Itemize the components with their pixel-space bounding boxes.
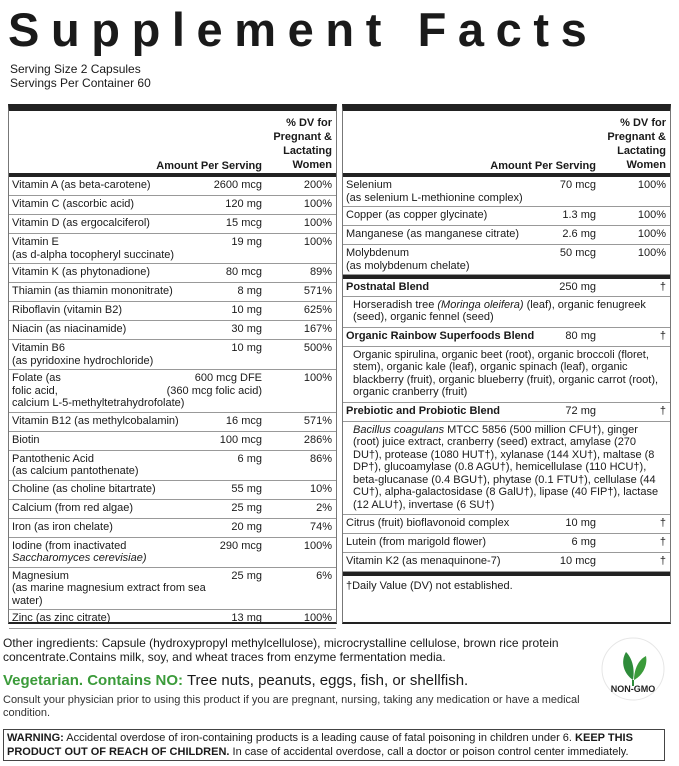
blend-ingredients [343,347,670,403]
left-rows [9,177,336,629]
daily-value-percent: 571% [303,285,332,297]
nutrient-row [343,534,670,553]
nutrient-name-detail: (as molybdenum chelate) [346,259,470,272]
amount-per-serving-heading: Amount Per Serving [156,160,262,172]
dv-heading-line: Pregnant & [607,131,666,143]
nutrient-name: Iron (as iron chelate) [12,520,113,533]
amount-value: 15 mcg [225,217,262,229]
daily-value-percent: 100% [637,179,666,191]
amount-value: 10 mg [565,517,596,529]
daily-value-percent: 571% [303,414,332,427]
amount-value: 80 mcg [225,266,262,278]
nutrient-name: Pantothenic Acid [12,452,94,465]
nutrient-name: Vitamin B12 (as methylcobalamin) [12,414,179,427]
daily-value-percent: 100% [303,217,332,229]
amount-value: 10 mg [231,342,262,354]
daily-value-percent: 286% [303,433,332,446]
blend-name: Organic Rainbow Superfoods Blend [346,329,535,342]
right-tail-rows [343,515,670,572]
serving-info [10,62,151,90]
daily-value-percent: 2% [316,501,332,514]
nutrient-row [9,177,336,196]
daily-value-percent: 100% [303,612,332,624]
blend-name: Postnatal Blend [346,281,430,293]
nutrient-name-detail: (as selenium L-methionine complex) [346,191,523,204]
nutrient-name: Vitamin A (as beta-carotene) [12,179,151,191]
nutrient-name: Magnesium [12,569,69,582]
nutrient-name: Thiamin (as thiamin mononitrate) [12,285,173,297]
amount-value: 30 mg [231,323,262,335]
amount-value: 25 mg [231,501,262,514]
amount-value: 25 mg [231,569,262,582]
nutrient-name: Riboflavin (vitamin B2) [12,304,123,316]
nutrient-name: Zinc (as zinc citrate) [12,612,111,624]
nutrient-row [9,538,336,568]
nutrient-name-detail: Saccharomyces cerevisiae) [12,552,147,564]
nutrient-name: Molybdenum [346,247,409,259]
daily-value-percent: 100% [303,198,332,210]
dv-heading-line: % DV for [620,117,666,129]
dv-heading-line: Lactating [283,145,332,157]
nutrient-row [9,370,336,413]
nutrient-row [9,340,336,370]
nutrient-row [9,196,336,215]
warning-label: WARNING: [7,732,64,744]
nutrient-row [343,226,670,245]
daily-value-percent: 500% [303,342,332,354]
nutrient-name: Niacin (as niacinamide) [12,323,127,335]
daily-value-percent: 200% [303,179,332,191]
amount-value: 600 mcg DFE [194,372,262,384]
daily-value-percent: 625% [303,304,332,316]
dv-heading-line: Pregnant & [273,131,332,143]
non-gmo-label: NON-GMO [610,684,656,694]
nutrient-row [343,245,670,275]
table-header-right [343,111,670,177]
nutrient-name: Vitamin C (ascorbic acid) [12,198,135,210]
blend-ingredients-text: Horseradish tree [353,298,438,311]
nutrient-name: Vitamin K2 (as menaquinone-7) [346,555,501,567]
vegetarian-statement [3,672,468,689]
daily-value-percent: 100% [637,228,666,240]
daily-value-percent: † [659,555,666,567]
nutrient-row [9,481,336,500]
daily-value-percent: † [659,281,666,293]
amount-value: 16 mcg [225,414,262,427]
amount-value: 100 mcg [219,433,262,446]
daily-value-percent: 74% [309,520,332,533]
nutrient-row [9,321,336,340]
nutrient-row [9,264,336,283]
other-ingredients: Other ingredients: Capsule (hydroxypropyl methylcellulose), microcrystalline cellulose, brown rice protein concentrate.Contains milk, soy, and wheat traces from enzyme fermentation media. [3,636,559,664]
nutrient-name-detail: (as calcium pantothenate) [12,465,139,477]
contains-no-list: Tree nuts, peanuts, eggs, fish, or shellfish. [183,672,469,689]
nutrient-name: Manganese (as manganese citrate) [346,228,520,240]
daily-value-percent: 10% [309,482,332,495]
amount-value [167,372,262,397]
facts-table-right [342,104,671,624]
amount-value: 10 mg [231,304,262,316]
blend-name: Prebiotic and Probiotic Blend [346,404,501,417]
daily-value-percent: † [659,404,666,417]
warning-keep-out: KEEP THIS PRODUCT OUT OF REACH OF CHILDREN. [7,732,633,758]
nutrient-row [9,234,336,264]
nutrient-name: Biotin [12,433,40,446]
daily-value-percent: 100% [303,372,332,384]
facts-table-left [8,104,337,624]
amount-value: 2.6 mg [562,228,596,240]
amount-value: 70 mcg [559,179,596,191]
daily-value-percent: 100% [303,236,332,248]
amount-value: 250 mg [559,281,596,293]
amount-value: 6 mg [237,452,262,465]
serving-size: Serving Size 2 Capsules [10,62,141,76]
amount-value: 80 mg [565,329,596,342]
nutrient-row [9,283,336,302]
nutrient-row [9,451,336,481]
nutrient-row [343,553,670,572]
nutrient-name: Vitamin E [12,236,59,248]
nutrient-row [9,500,336,519]
dv-heading [273,116,332,172]
blend-ingredients [343,422,670,516]
blend-ingredients-text: Organic spirulina, organic beet (root), organic broccoli (floret, stem), organic kale (leaf), organic spinach (leaf), organic blackberry (fruit), organic blueberry (fruit), organic carrot (root), organic cranberry (fruit) [353,348,659,398]
nutrient-name: Selenium [346,179,392,191]
amount-per-serving-heading: Amount Per Serving [490,160,596,172]
dv-heading-line: Women [292,159,332,171]
nutrient-name-detail: folic acid, [12,384,58,397]
consult-physician-text: Consult your physician prior to using this product if you are pregnant, nursing, taking any medication or have a medical condition. [3,694,580,719]
daily-value-percent: 89% [309,266,332,278]
dv-footnote: †Daily Value (DV) not established. [343,572,670,596]
daily-value-percent: 167% [303,323,332,335]
blend-row [343,275,670,297]
nutrient-name: Calcium (from red algae) [12,501,134,514]
warning-text-end: In case of accidental overdose, call a doctor or poison control center immediately. [229,746,629,758]
blend-row [343,403,670,422]
nutrient-name-detail: (as marine magnesium extract from sea water) [12,582,206,607]
amount-value: 290 mcg [219,539,262,552]
daily-value-percent: 86% [309,452,332,465]
amount-value: 2600 mcg [213,179,262,191]
blends [343,275,670,515]
amount-value: 1.3 mg [562,209,596,221]
nutrient-name: Lutein (from marigold flower) [346,536,486,548]
amount-value: 19 mg [231,236,262,248]
nutrient-name: Copper (as copper glycinate) [346,209,488,221]
nutrient-row [343,207,670,226]
amount-detail: (360 mcg folic acid) [166,384,262,397]
blend-ingredients-text: (leaf), organic fenugreek (seed), organic fennel (seed) [353,298,646,323]
blend-ingredients [343,297,670,328]
nutrient-row [9,519,336,538]
amount-value: 13 mg [231,612,262,624]
nutrient-name-detail: calcium L-5-methyltetrahydrofolate) [12,397,185,409]
daily-value-percent: † [659,536,666,548]
daily-value-percent: 100% [637,209,666,221]
nutrient-name: Choline (as choline bitartrate) [12,482,156,495]
daily-value-percent: 100% [637,247,666,259]
nutrient-row [9,302,336,321]
nutrient-row [9,215,336,234]
nutrient-name: Citrus (fruit) bioflavonoid complex [346,517,510,529]
amount-value: 50 mcg [559,247,596,259]
dv-heading [607,116,666,172]
nutrient-row [9,432,336,451]
daily-value-percent: 100% [303,539,332,552]
daily-value-percent: † [659,329,666,342]
nutrient-name: Vitamin D (as ergocalciferol) [12,217,150,229]
servings-per-container: Servings Per Container 60 [10,76,151,90]
nutrient-name: Vitamin K (as phytonadione) [12,266,150,278]
amount-value: 10 mcg [559,555,596,567]
amount-value: 120 mg [225,198,262,210]
nutrient-name-detail: (as pyridoxine hydrochloride) [12,354,154,367]
warning-box [3,729,665,761]
dv-heading-line: Women [626,159,666,171]
nutrient-name: Folate (as [12,372,61,384]
right-rows [343,177,670,275]
warning-text: Accidental overdose of iron-containing products is a leading cause of fatal poisoning in children under 6. [63,732,576,744]
amount-value: 6 mg [571,536,596,548]
blend-ingredients-italic: (Moringa oleifera) [437,298,524,311]
amount-value: 8 mg [237,285,262,297]
nutrient-name: Vitamin B6 [12,342,65,354]
daily-value-percent: 6% [316,569,332,582]
nutrient-row [9,413,336,432]
non-gmo-badge [598,636,668,706]
table-header-left [9,111,336,177]
amount-value: 55 mg [231,482,262,495]
nutrient-row [343,515,670,534]
vegetarian-label: Vegetarian. Contains NO: [3,672,184,689]
nutrient-name: Iodine (from inactivated [12,539,127,552]
amount-value: 72 mg [565,404,596,417]
blend-ingredients-text: MTCC 5856 (500 million CFU†), ginger (root) juice extract, cranberry (seed) extract, amylase (270 DU†), protease (1080 HUT†), xylanase (144 XU†), maltase (8 DP†), glucoamylase (0.8 AGU†), hemicellulase (110 HCU†), beta-glucanase (0.4 BGU†), phytase (0.1 FTU†), cellulase (44 CU†), alpha-galactosidase (8 GalU†), lipase (40 FIP†), lactase (12 ALU†), invertase (6 SU†) [353,423,659,511]
supplement-facts-title: Supplement Facts [8,3,599,56]
dv-heading-line: Lactating [617,145,666,157]
blend-ingredients-italic: Bacillus coagulans [353,423,445,436]
amount-value: 20 mg [231,520,262,533]
nutrient-row [9,610,336,629]
blend-row [343,328,670,347]
daily-value-percent: † [659,517,666,529]
nutrient-row [343,177,670,207]
dv-heading-line: % DV for [286,117,332,129]
nutrient-row [9,568,336,611]
nutrient-name-detail: (as d-alpha tocopheryl succinate) [12,248,175,261]
